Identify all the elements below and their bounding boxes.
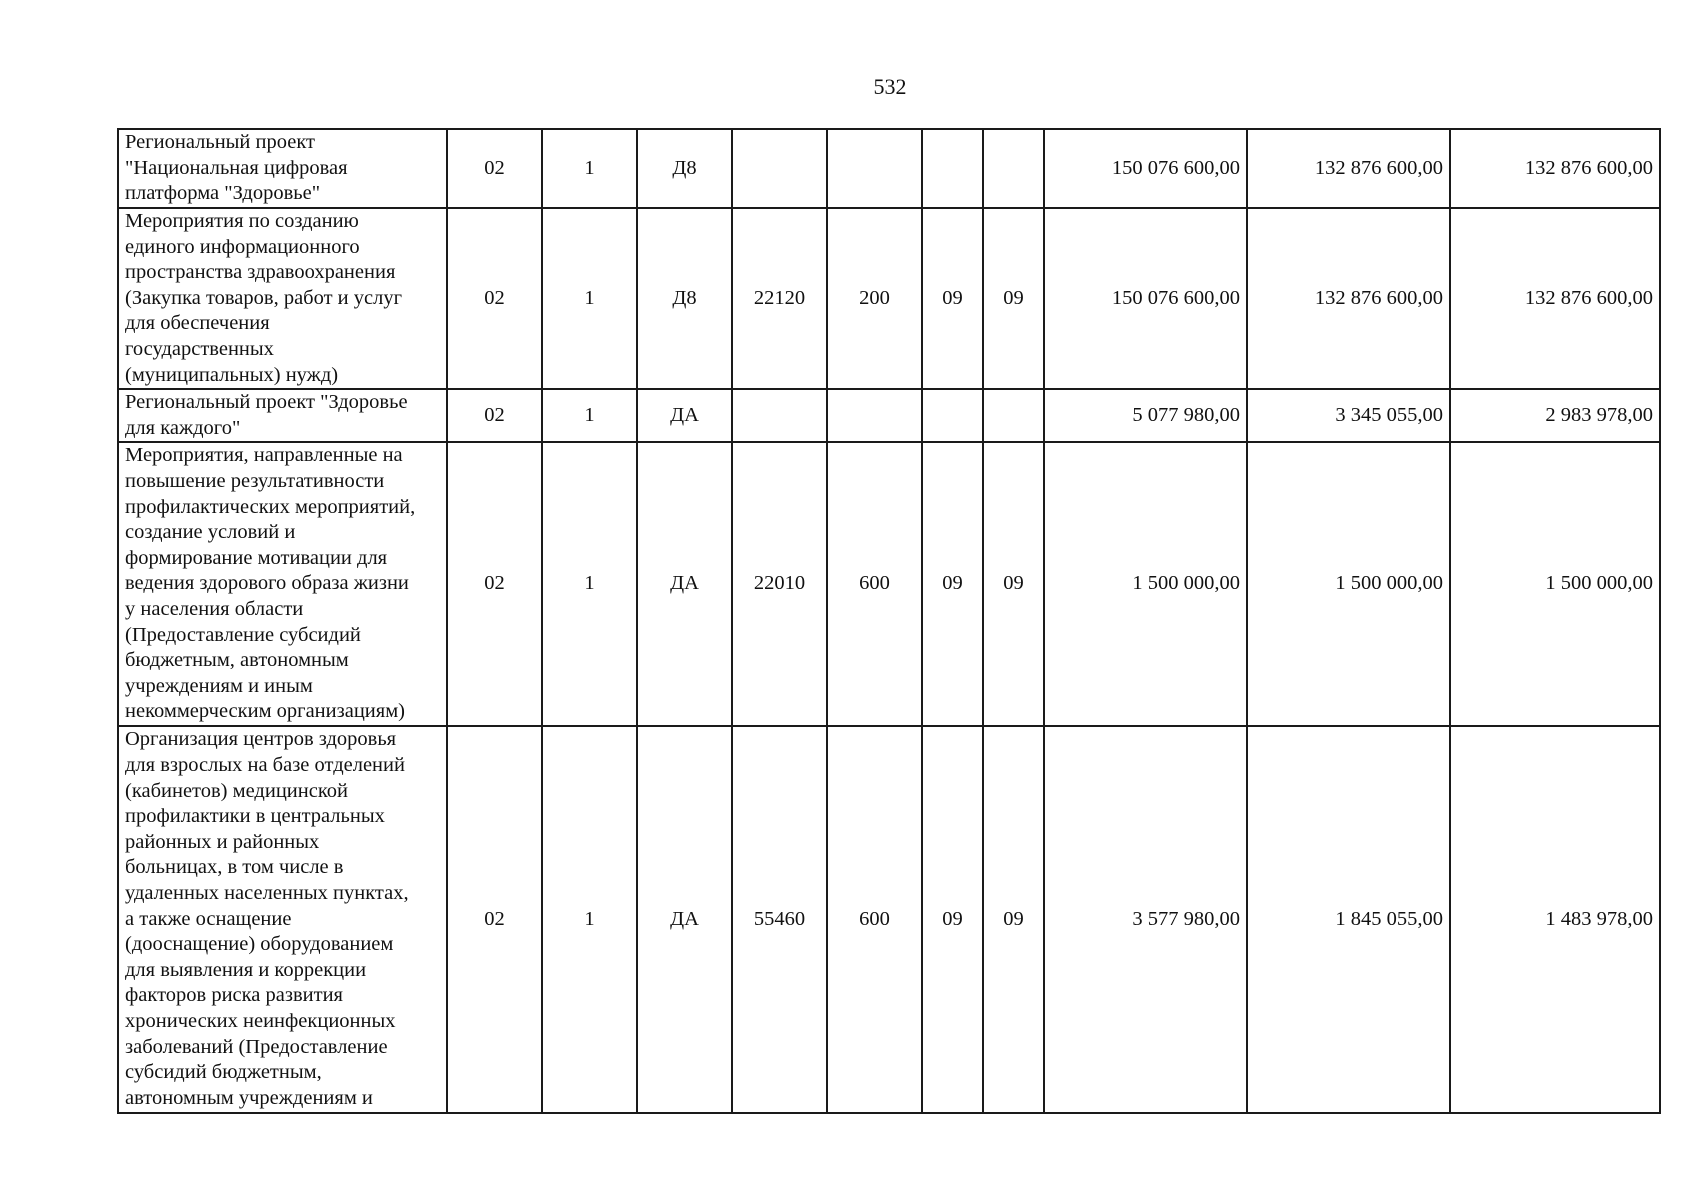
- direction-code: [732, 389, 827, 442]
- subprogram-code: 1: [542, 726, 637, 1113]
- subprogram-code: 1: [542, 129, 637, 208]
- section-code: 09: [922, 442, 983, 726]
- direction-code: 22010: [732, 442, 827, 726]
- expense-type-code: 200: [827, 208, 922, 389]
- subsection-code: [983, 389, 1044, 442]
- section-code: 09: [922, 726, 983, 1113]
- row-name: Региональный проект "Национальная цифровая платформа "Здоровье": [118, 129, 447, 208]
- expense-type-code: 600: [827, 726, 922, 1113]
- amount-year-3: 2 983 978,00: [1450, 389, 1660, 442]
- table-row: [118, 442, 1660, 726]
- program-code: 02: [447, 389, 542, 442]
- subprogram-code: 1: [542, 442, 637, 726]
- amount-year-1: 1 500 000,00: [1044, 442, 1247, 726]
- amount-year-1: 3 577 980,00: [1044, 726, 1247, 1113]
- budget-table: [117, 128, 1661, 1114]
- expense-type-code: [827, 129, 922, 208]
- row-name: Организация центров здоровья для взрослых на базе отделений (кабинетов) медицинской профилактики в центральных районных и районных больницах, в том числе в удаленных населенных пунктах, а также оснащение (дооснащение) оборудованием для выявления и коррекции факторов риска развития хронических неинфекционных заболеваний (Предоставление субсидий бюджетным, автономным учреждениям и: [118, 726, 447, 1113]
- expense-type-code: 600: [827, 442, 922, 726]
- amount-year-2: 132 876 600,00: [1247, 208, 1450, 389]
- subsection-code: [983, 129, 1044, 208]
- table-row: [118, 129, 1660, 208]
- subprogram-code: 1: [542, 208, 637, 389]
- amount-year-1: 5 077 980,00: [1044, 389, 1247, 442]
- amount-year-3: 1 500 000,00: [1450, 442, 1660, 726]
- section-code: 09: [922, 208, 983, 389]
- section-code: [922, 129, 983, 208]
- amount-year-2: 3 345 055,00: [1247, 389, 1450, 442]
- amount-year-2: 1 500 000,00: [1247, 442, 1450, 726]
- subsection-code: 09: [983, 208, 1044, 389]
- subsection-code: 09: [983, 726, 1044, 1113]
- row-name: Мероприятия, направленные на повышение результативности профилактических мероприятий, создание условий и формирование мотивации для ведения здорового образа жизни у населения области (Предоставление субсидий бюджетным, автономным учреждениям и иным некоммерческим организациям): [118, 442, 447, 726]
- table-row: [118, 726, 1660, 1113]
- project-code: ДА: [637, 442, 732, 726]
- subprogram-code: 1: [542, 389, 637, 442]
- program-code: 02: [447, 208, 542, 389]
- program-code: 02: [447, 129, 542, 208]
- subsection-code: 09: [983, 442, 1044, 726]
- row-name: Мероприятия по созданию единого информационного пространства здравоохранения (Закупка товаров, работ и услуг для обеспечения государственных (муниципальных) нужд): [118, 208, 447, 389]
- row-name: Региональный проект "Здоровье для каждого": [118, 389, 447, 442]
- table-row: [118, 208, 1660, 389]
- project-code: ДА: [637, 389, 732, 442]
- expense-type-code: [827, 389, 922, 442]
- page-number: 532: [873, 74, 907, 99]
- project-code: ДА: [637, 726, 732, 1113]
- amount-year-1: 150 076 600,00: [1044, 129, 1247, 208]
- direction-code: [732, 129, 827, 208]
- project-code: Д8: [637, 129, 732, 208]
- amount-year-3: 1 483 978,00: [1450, 726, 1660, 1113]
- direction-code: 22120: [732, 208, 827, 389]
- amount-year-2: 132 876 600,00: [1247, 129, 1450, 208]
- amount-year-3: 132 876 600,00: [1450, 129, 1660, 208]
- table-row: [118, 389, 1660, 442]
- amount-year-3: 132 876 600,00: [1450, 208, 1660, 389]
- program-code: 02: [447, 442, 542, 726]
- project-code: Д8: [637, 208, 732, 389]
- program-code: 02: [447, 726, 542, 1113]
- direction-code: 55460: [732, 726, 827, 1113]
- amount-year-2: 1 845 055,00: [1247, 726, 1450, 1113]
- section-code: [922, 389, 983, 442]
- amount-year-1: 150 076 600,00: [1044, 208, 1247, 389]
